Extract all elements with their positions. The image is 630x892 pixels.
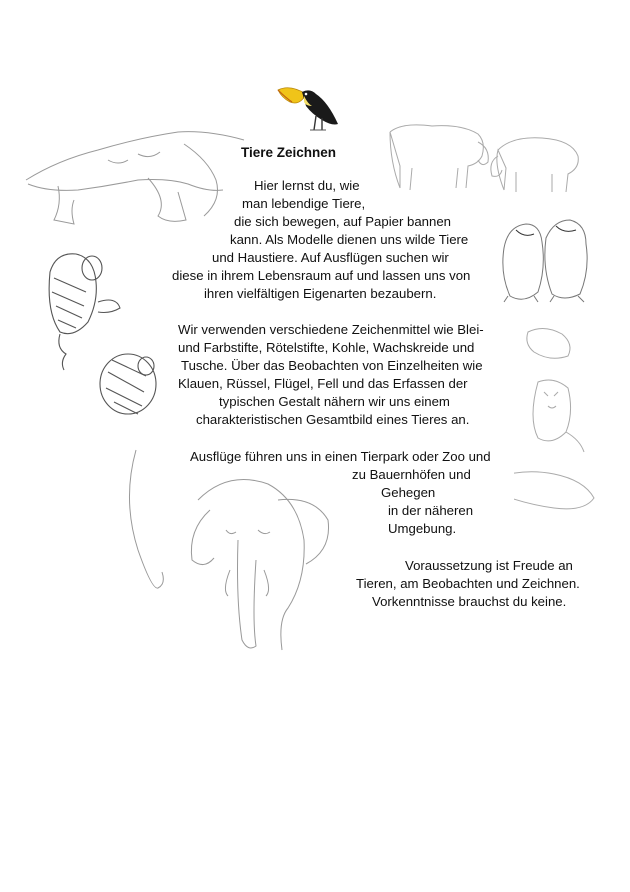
text-line: und Farbstifte, Rötelstifte, Kohle, Wachskreide und [178,340,475,355]
text-line: die sich bewegen, auf Papier bannen [234,214,452,229]
text-line: Umgebung. [388,521,457,536]
toucan-drawing [276,84,344,140]
text-line: zu Bauernhöfen und [352,467,471,482]
text-line: kann. Als Modelle dienen uns wilde Tiere [230,232,469,247]
elephant-sketch [118,440,348,670]
page-title: Tiere Zeichnen [241,145,337,160]
text-line: Tusche. Über das Beobachten von Einzelheiten wie [181,358,483,373]
text-line: Wir verwenden verschiedene Zeichenmittel wie Blei- [178,322,484,337]
text-line: in der näheren [388,503,474,518]
text-line: Klauen, Rüssel, Flügel, Fell und das Erfassen der [178,376,468,391]
text-line: Gehegen [381,485,436,500]
text-line: charakteristischen Gesamtbild eines Tieres an. [196,412,470,427]
text-line: man lebendige Tiere, [242,196,366,211]
text-line: Hier lernst du, wie [254,178,360,193]
penguin-sketch [494,208,598,308]
crocodile-sketch [18,120,258,240]
text-line: typischen Gestalt nähern wir uns einem [219,394,450,409]
text-line: ihren vielfältigen Eigenarten bezaubern. [204,286,437,301]
text-line: und Haustiere. Auf Ausflügen suchen wir [212,250,449,265]
text-line: Voraussetzung ist Freude an [405,558,573,573]
text-line: Vorkenntnisse brauchst du keine. [372,594,567,609]
bear-sketch [514,322,602,532]
sheep-sketch [382,112,590,208]
text-line: Ausflüge führen uns in einen Tierpark oder Zoo und [190,449,491,464]
text-line: Tieren, am Beobachten und Zeichnen. [356,576,580,591]
text-line: diese in ihrem Lebensraum auf und lassen uns von [172,268,471,283]
monkey-sketch [36,242,160,432]
